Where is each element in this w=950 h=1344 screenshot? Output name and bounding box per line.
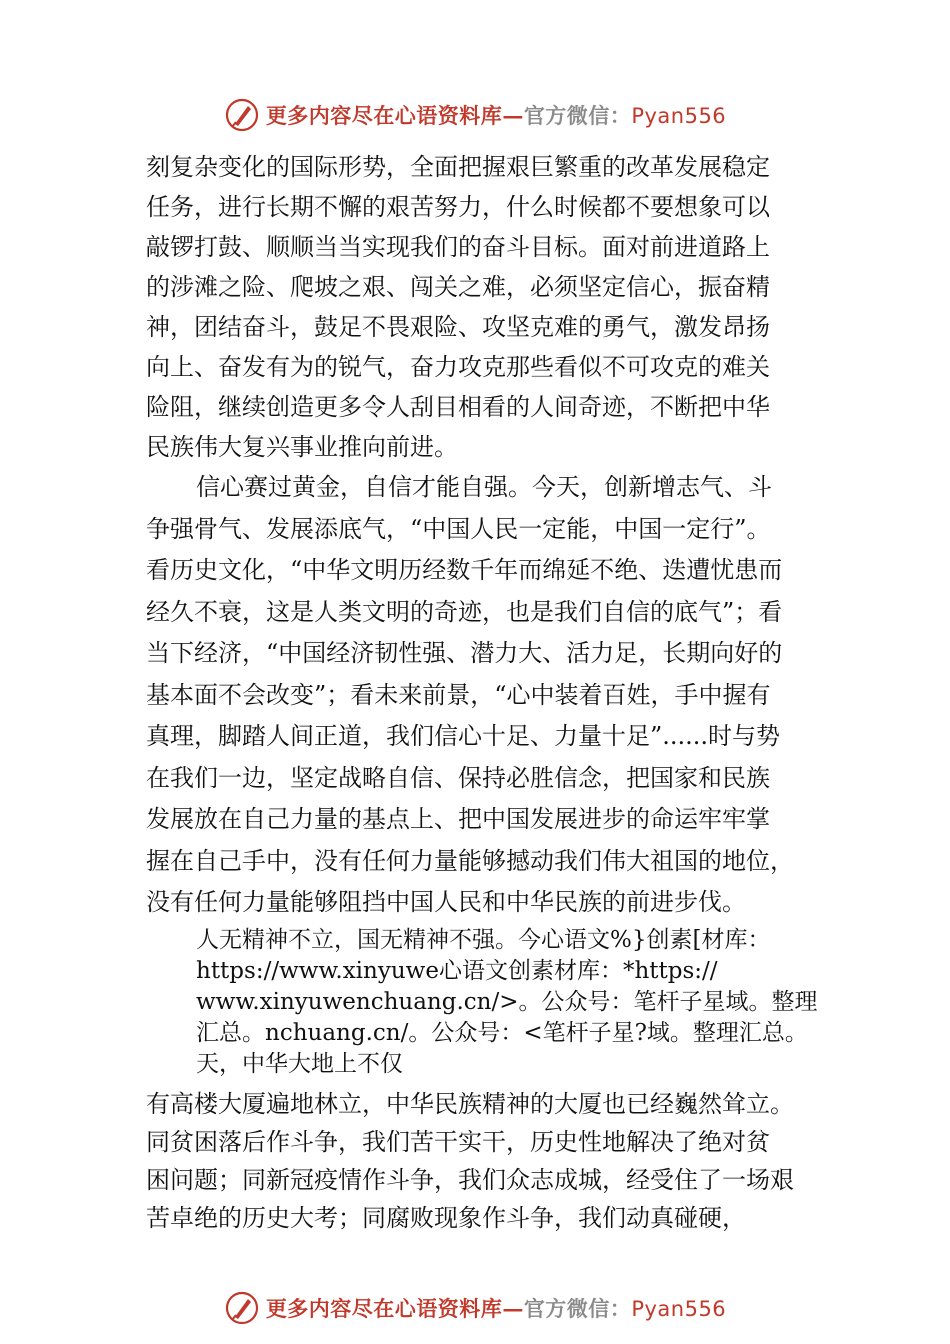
- quill-logo-icon: [224, 1290, 260, 1326]
- text-line: 真理，脚踏人间正道，我们信心十足、力量十足”......时与势: [146, 722, 781, 750]
- header-official-label: 官方微信：: [523, 103, 632, 128]
- text-line: 刻复杂变化的国际形势，全面把握艰巨繁重的改革发展稳定: [146, 153, 770, 181]
- footer-banner: [0, 1283, 950, 1333]
- text-line: 没有任何力量能够阻挡中国人民和中华民族的前进步伐。: [146, 888, 746, 916]
- text-line: 任务，进行长期不懈的艰苦努力，什么时候都不要想象可以: [146, 193, 770, 221]
- text-line: 争强骨气、发展添底气，“中国人民一定能，中国一定行”。: [146, 514, 771, 543]
- text-line: 信心赛过黄金，自信才能自强。今天，创新增志气、斗: [196, 473, 772, 501]
- text-line: 苦卓绝的历史大考；同腐败现象作斗争，我们动真碰硬，: [146, 1204, 746, 1232]
- text-line: 人无精神不立，国无精神不强。今心语文%}创素[材库：: [196, 927, 771, 953]
- quill-logo-icon: [224, 97, 260, 133]
- text-line: 险阻，继续创造更多令人刮目相看的人间奇迹，不断把中华: [146, 393, 770, 421]
- header-brand: 更多内容尽在心语资料库: [265, 103, 503, 128]
- paragraph-3: [146, 1085, 826, 1237]
- header-wechat-id: Pyan556: [631, 104, 727, 128]
- text-line: 看历史文化，“中华文明历经数千年而绵延不绝、迭遭忧患而: [146, 556, 783, 584]
- text-line: 在我们一边，坚定战略自信、保持必胜信念，把国家和民族: [146, 763, 770, 792]
- text-line: 发展放在自己力量的基点上、把中国发展进步的命运牢牢掌: [146, 805, 770, 833]
- header-banner: [0, 90, 950, 140]
- text-line: 敲锣打鼓、顺顺当当实现我们的奋斗目标。面对前进道路上: [146, 233, 770, 261]
- text-line: https://www.xinyuwe心语文创素材库：*https://: [196, 958, 718, 984]
- footer-text: [266, 1293, 726, 1323]
- text-line: 天，中华大地上不仅: [196, 1051, 403, 1077]
- text-line: 民族伟大复兴事业推向前进。: [146, 433, 458, 461]
- header-dash: —: [502, 103, 524, 128]
- inserted-block: [196, 925, 856, 1080]
- text-line: 有高楼大厦遍地林立，中华民族精神的大厦也已经巍然耸立。: [146, 1090, 794, 1118]
- text-line: 经久不衰，这是人类文明的奇迹，也是我们自信的底气”；看: [146, 597, 783, 626]
- text-line: 困问题；同新冠疫情作斗争，我们众志成城，经受住了一场艰: [146, 1166, 794, 1194]
- text-line: 向上、奋发有为的锐气，奋力攻克那些看似不可攻克的难关: [146, 353, 770, 381]
- text-line: 当下经济，“中国经济韧性强、潜力大、活力足，长期向好的: [146, 639, 783, 667]
- footer-brand: 更多内容尽在心语资料库: [265, 1296, 503, 1321]
- text-line: 神，团结奋斗，鼓足不畏艰险、攻坚克难的勇气，激发昂扬: [146, 313, 770, 341]
- footer-official-label: 官方微信：: [523, 1296, 632, 1321]
- paragraph-2: [146, 467, 826, 924]
- header-text: [266, 100, 726, 130]
- text-line: 同贫困落后作斗争，我们苦干实干，历史性地解决了绝对贫: [146, 1128, 770, 1156]
- footer-wechat-id: Pyan556: [631, 1297, 727, 1321]
- text-line: 握在自己手中，没有任何力量能够撼动我们伟大祖国的地位，: [146, 846, 794, 875]
- text-line: www.xinyuwenchuang.cn/>。公众号：笔杆子星域。整理: [196, 989, 818, 1015]
- footer-dash: —: [502, 1296, 524, 1321]
- paragraph-1: [146, 147, 826, 467]
- text-line: 的涉滩之险、爬坡之艰、闯关之难，必须坚定信心，振奋精: [146, 273, 770, 301]
- text-line: 汇总。nchuang.cn/。公众号：<笔杆子星?域。整理汇总。: [196, 1020, 808, 1046]
- text-line: 基本面不会改变”；看未来前景，“心中装着百姓，手中握有: [146, 680, 771, 709]
